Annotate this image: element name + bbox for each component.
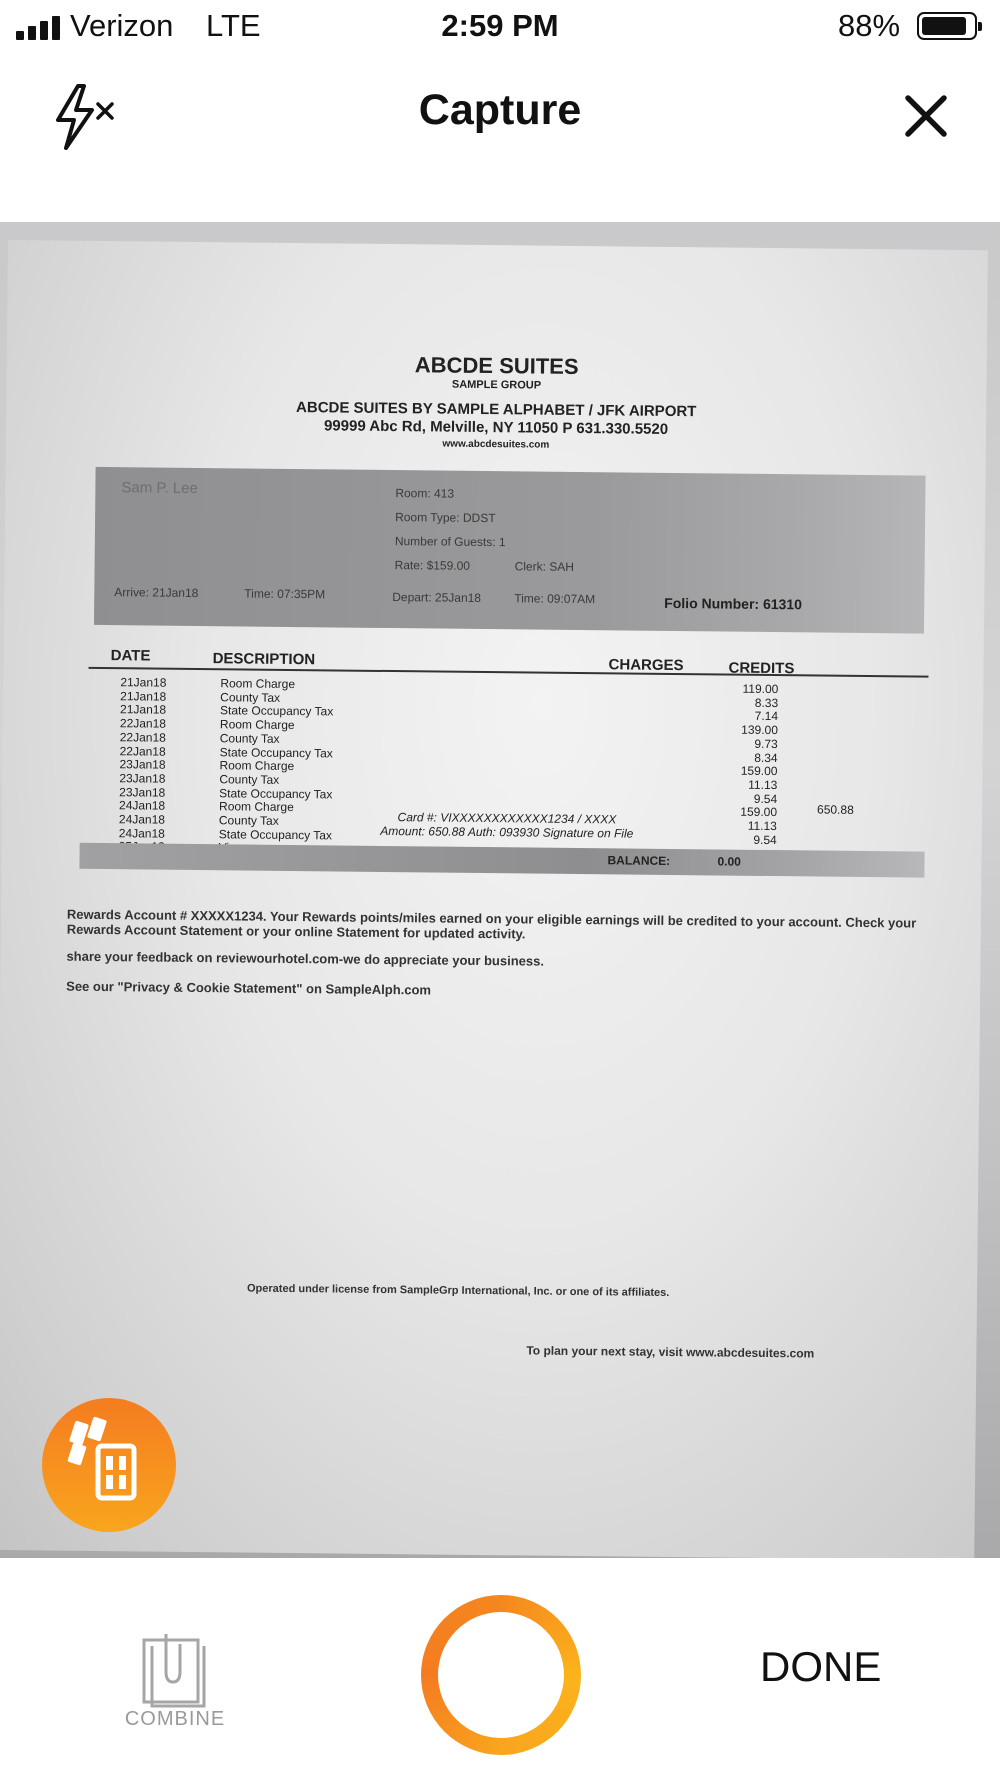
- ledger-cell: 159.00: [740, 804, 778, 820]
- header-rule: [89, 667, 929, 678]
- col-credits: CREDITS: [728, 659, 795, 678]
- ledger-cell: 23Jan18: [119, 771, 166, 786]
- status-bar: [0, 0, 1000, 58]
- ledger-cell: 22Jan18: [119, 716, 167, 731]
- ledger-cell: 159.00: [740, 763, 778, 779]
- privacy-text: See our "Privacy & Cookie Statement" on SampleAlph.com: [66, 978, 432, 998]
- guest-count: Number of Guests: 1: [394, 534, 506, 550]
- ledger-cell: State Occupancy Tax: [220, 703, 334, 719]
- ledger-cell: 24Jan18: [118, 812, 166, 827]
- feedback-text: share your feedback on reviewourhotel.com-we do appreciate your business.: [66, 948, 545, 969]
- ledger-cell: 8.33: [754, 695, 779, 710]
- doc-address-2: 99999 Abc Rd, Melville, NY 11050 P 631.330.5520: [323, 417, 669, 438]
- rewards-text: Rewards Account # XXXXX1234. Your Rewards points/miles earned on your eligible earnings will be credited to your account. Check your Rewards Account Statement or your online Statement for updated activity.: [66, 906, 917, 942]
- scan-mode-icon: [42, 1398, 176, 1532]
- doc-hotel-name: ABCDE SUITES: [414, 352, 579, 379]
- ledger-cell: 24Jan18: [118, 825, 165, 841]
- ledger-cell: County Tax: [220, 689, 281, 705]
- doc-address-1: ABCDE SUITES BY SAMPLE ALPHABET / JFK AIRPORT: [296, 399, 697, 421]
- ledger-cell: 22Jan18: [119, 729, 166, 745]
- scanned-document: [0, 240, 988, 1558]
- network-type: LTE: [206, 8, 261, 43]
- room-type: Room Type: DDST: [395, 510, 496, 526]
- ledger-cell: 9.54: [753, 791, 778, 806]
- balance-bar: [79, 843, 924, 878]
- ledger-cell: 11.13: [748, 777, 778, 792]
- ledger-cell: 24Jan18: [119, 798, 166, 813]
- ledger-cell: County Tax: [218, 813, 279, 828]
- done-button[interactable]: DONE: [760, 1643, 882, 1690]
- depart-date: Depart: 25Jan18: [392, 590, 482, 605]
- card-line: Card #: VIXXXXXXXXXXXX1234 / XXXX: [397, 810, 617, 827]
- ledger-cell: 139.00: [741, 722, 778, 738]
- ledger-cell: Room Charge: [220, 676, 296, 692]
- battery-icon: [917, 12, 977, 40]
- guest-info-box: [94, 467, 926, 634]
- ledger-cell: County Tax: [219, 772, 280, 787]
- ledger-cell: 9.54: [753, 832, 777, 847]
- close-icon[interactable]: [900, 90, 952, 142]
- ledger-cell: 8.34: [754, 750, 778, 765]
- plan-text: To plan your next stay, visit www.abcdesuites.com: [526, 1343, 815, 1361]
- credit-value: 650.88: [817, 802, 854, 817]
- ledger-cell: 9.73: [754, 736, 778, 751]
- col-description: DESCRIPTION: [212, 650, 316, 669]
- clip-document-icon: [140, 1630, 210, 1708]
- amount-line: Amount: 650.88 Auth: 093930 Signature on File: [380, 823, 634, 841]
- balance-label: BALANCE:: [607, 853, 671, 868]
- scan-mode-button[interactable]: [42, 1398, 176, 1532]
- ledger-cell: 23Jan18: [119, 757, 166, 772]
- shutter-button[interactable]: [421, 1595, 581, 1755]
- page-title: Capture: [418, 86, 582, 134]
- ledger-cell: 21Jan18: [120, 688, 167, 704]
- ledger-cell: 7.14: [754, 709, 779, 724]
- arrive-date: Arrive: 21Jan18: [114, 585, 199, 601]
- battery-percent: 88%: [838, 8, 901, 43]
- ledger-cell: Room Charge: [219, 758, 295, 774]
- ledger-cell: Room Charge: [219, 717, 295, 733]
- doc-group: SAMPLE GROUP: [451, 378, 542, 392]
- ledger-cell: Room Charge: [219, 799, 294, 815]
- ledger-cell: State Occupancy Tax: [219, 744, 333, 760]
- camera-preview[interactable]: [0, 222, 1000, 1558]
- ledger-cell: 21Jan18: [120, 675, 167, 690]
- combine-label: COMBINE: [124, 1708, 226, 1730]
- ledger-cell: State Occupancy Tax: [219, 785, 333, 802]
- col-charges: CHARGES: [608, 656, 684, 675]
- clerk: Clerk: SAH: [514, 559, 575, 574]
- bottom-toolbar: [0, 1558, 1000, 1778]
- doc-website: www.abcdesuites.com: [442, 438, 550, 451]
- depart-time: Time: 09:07AM: [514, 591, 596, 607]
- folio-number: Folio Number: 61310: [664, 594, 803, 613]
- ledger-cell: State Occupancy Tax: [218, 826, 333, 843]
- balance-value: 0.00: [717, 854, 741, 869]
- guest-name: Sam P. Lee: [121, 479, 198, 498]
- license-text: Operated under license from SampleGrp International, Inc. or one of its affiliates.: [246, 1282, 670, 1299]
- room-rate: Rate: $159.00: [394, 558, 471, 573]
- shutter-ring-icon: [438, 1612, 564, 1738]
- status-time: 2:59 PM: [441, 8, 559, 43]
- carrier-label: Verizon: [70, 8, 174, 43]
- ledger-cell: 21Jan18: [120, 702, 167, 718]
- ledger-cell: 11.13: [747, 818, 777, 834]
- ledger-cell: 22Jan18: [119, 743, 166, 759]
- col-date: DATE: [110, 647, 151, 665]
- ledger-table: [89, 639, 929, 847]
- ledger-cell: County Tax: [219, 731, 280, 746]
- room-number: Room: 413: [395, 486, 455, 501]
- ledger-cell: 119.00: [742, 681, 779, 697]
- ledger-cell: 23Jan18: [119, 784, 166, 800]
- arrive-time: Time: 07:35PM: [244, 586, 326, 602]
